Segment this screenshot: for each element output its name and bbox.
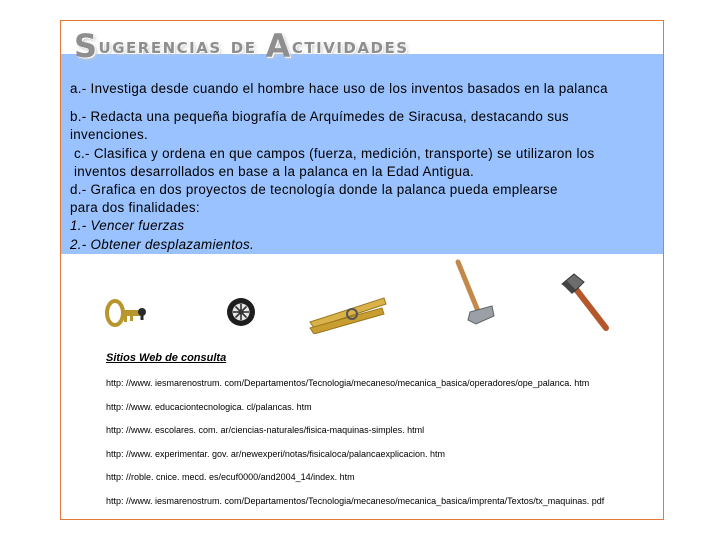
link-2[interactable]: http: //www. educaciontecnologica. cl/palancas. htm [106,401,312,412]
reference-links [106,352,661,519]
links-header: Sitios Web de consulta [106,352,227,364]
activity-c-line2: inventos desarrollados en base a la palanca en la Edad Antigua. [70,163,475,179]
activity-d-item2-text: 2.- Obtener desplazamientos. [70,236,255,252]
link-1[interactable]: http: //www. iesmarenostrum. com/Departamentos/Tecnologia/mecaneso/mecanica_basica/operadores/ope_palanca. htm [106,378,590,388]
hammer-icon [448,258,496,330]
title-initial-a: A [265,27,292,65]
link-5[interactable]: http: //roble. cnice. mecd. es/ecuf0000/and2004_14/index. htm [106,472,355,482]
activity-a: a.- Investiga desde cuando el hombre hace uso de los inventos basados en la palanca [70,81,608,96]
activity-d-item1-text: 1.- Vencer fuerzas [70,218,185,234]
title-word-actividades: ctividades [291,33,409,59]
clothespin-icon [306,292,388,334]
link-3[interactable]: http: //www. escolares. com. ar/ciencias-naturales/fisica-maquinas-simples. html [106,425,425,435]
activity-d-item2 [70,236,655,254]
key-icon [104,294,148,334]
wheel-icon [225,296,257,328]
activity-c-line1: c.- Clasifica y ordena en que campos (fuerza, medición, transporte) se utilizaron los [70,145,595,161]
activity-d-line1: d.- Grafica en dos proyectos de tecnología donde la palanca pueda emplearse [70,182,558,198]
activity-b-line2: invenciones. [70,127,149,143]
link-4[interactable]: http: //www. experimentar. gov. ar/newexperi/notas/fisicaloca/palancaexplicacion. htm [106,448,446,459]
activity-b-line1: b.- Redacta una pequeña biografía de Arquímedes de Siracusa, destacando sus [70,109,569,125]
title-initial-s: S [74,27,99,65]
activity-d-item1 [70,217,655,235]
title-word-sugerencias: ugerencias de [98,33,266,59]
axe-icon [558,270,616,334]
slide-title [74,24,409,68]
link-6[interactable]: http: //www. iesmarenostrum. com/Departamentos/Tecnologia/mecaneso/mecanica_basica/imprenta/Textos/tx_maquinas. pdf [106,495,605,506]
activity-d-line2: para dos finalidades: [70,200,200,216]
activities-text [70,80,655,254]
